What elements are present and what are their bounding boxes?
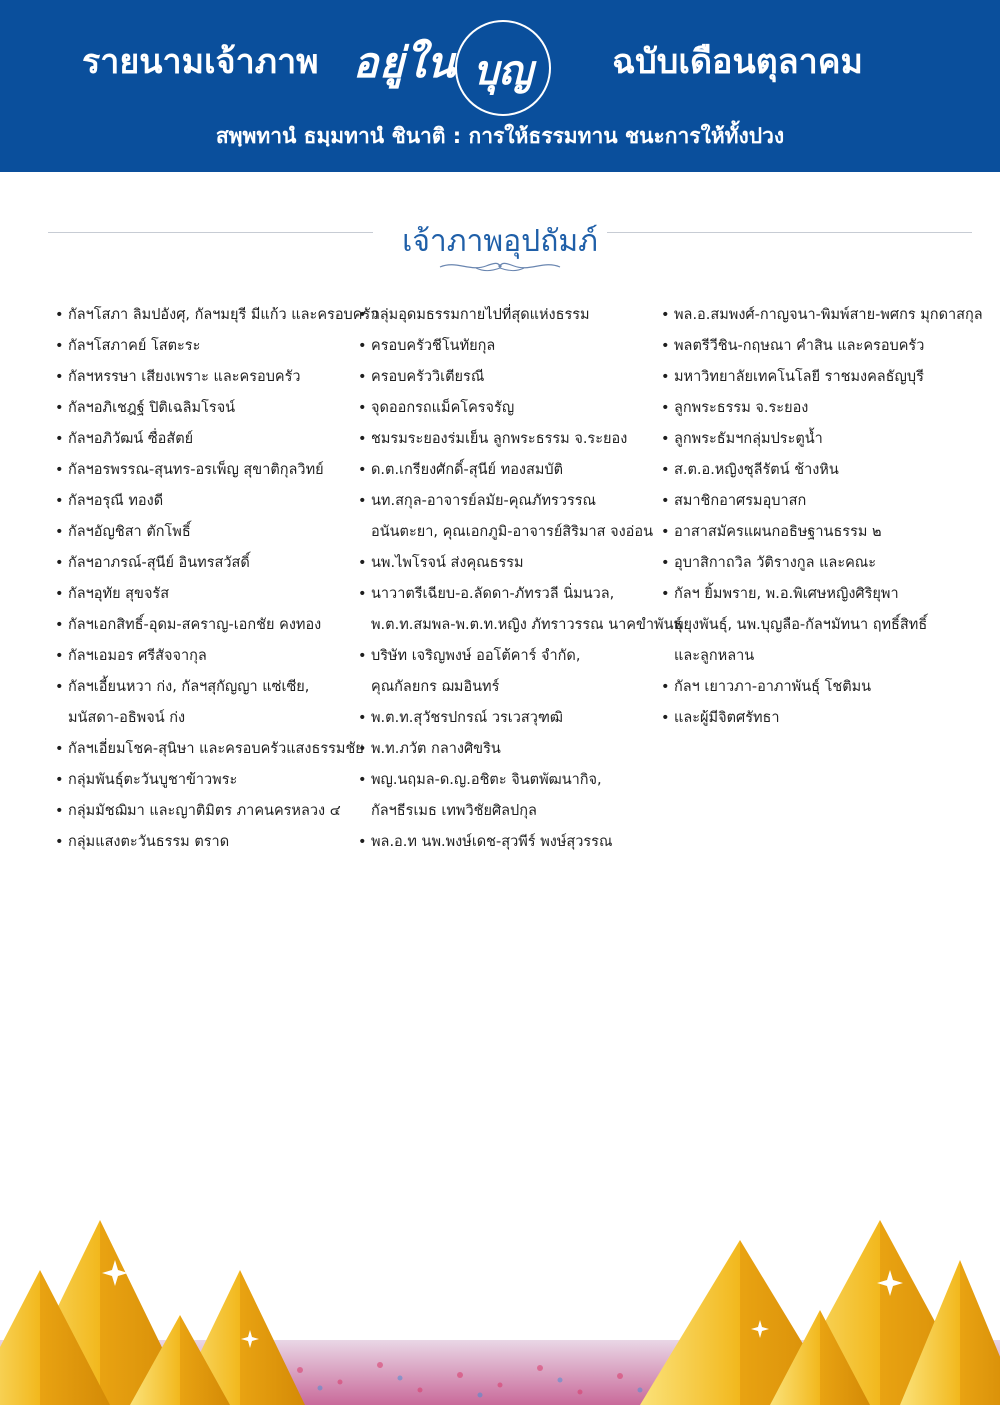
donor-name: ลูกพระธรรม จ.ระยอง xyxy=(674,400,809,416)
donor-list-item xyxy=(358,641,658,703)
donor-list-item xyxy=(661,703,981,734)
donor-list-item xyxy=(55,734,364,765)
donor-name: กัลฯ ยิ้มพราย, พ.อ.พิเศษหญิงศิริยุพา xyxy=(674,586,899,602)
donor-name: พล.อ.สมพงศ์-กาญจนา-พิมพ์สาย-พศกร มุกดาสกุล xyxy=(674,307,983,323)
donor-name: นพ.ไพโรจน์ ส่งคุณธรรม xyxy=(371,555,524,571)
donor-list-item xyxy=(55,641,355,672)
donor-list-item xyxy=(55,331,355,362)
donor-list-right xyxy=(661,300,981,734)
donor-name: พล.อ.ท นพ.พงษ์เดช-สุวพีร์ พงษ์สุวรรณ xyxy=(371,834,613,850)
donor-list-left xyxy=(55,300,379,858)
donor-list-item xyxy=(358,548,658,579)
golden-pyramids-illustration xyxy=(0,1200,1000,1405)
donor-name: บริษัท เจริญพงษ์ ออโต้คาร์ จำกัด, xyxy=(371,648,581,664)
donor-list-item xyxy=(358,393,658,424)
donor-name: กลุ่มมัชฌิมา และญาติมิตร ภาคนครหลวง ๔ xyxy=(68,803,341,819)
donor-list-item xyxy=(55,765,355,796)
donor-name-continued: พยุงพันธุ์, นพ.บุญลือ-กัลฯมัทนา ฤทธิ์สิทธิ์ xyxy=(674,617,928,633)
donor-list-item xyxy=(358,486,658,548)
donor-name: ครอบครัววิเตียรณี xyxy=(371,369,485,385)
donor-list-item xyxy=(661,362,981,393)
donor-name: ด.ต.เกรียงศักดิ์-สุนีย์ ทองสมบัติ xyxy=(371,462,564,478)
donor-name: พ.ท.ภวัต กลางศิขริน xyxy=(371,741,501,757)
donor-list-item xyxy=(358,455,658,486)
donor-name: กัลฯโสภา ลิมปอังศุ, กัลฯมยุรี มีแก้ว และครอบครัว xyxy=(68,307,379,323)
donor-name: กลุ่มอุดมธรรมกายไปที่สุดแห่งธรรม xyxy=(371,307,590,323)
donor-name: กัลฯ เยาวภา-อาภาพันธุ์ โชติมน xyxy=(674,679,872,695)
header-title-right: ฉบับเดือนตุลาคม xyxy=(612,42,863,82)
donor-name: กัลฯเอี้ยนหวา ก่ง, กัลฯสุกัญญา แซ่เซีย, xyxy=(68,679,310,695)
donor-list-item xyxy=(55,300,379,331)
donor-name: กัลฯอรุณี ทองดี xyxy=(68,493,164,509)
donor-list-item xyxy=(358,362,658,393)
logo-word: อยู่ใน xyxy=(353,38,457,87)
donor-name-continued: คุณกัลยกร ฌมอินทร์ xyxy=(371,679,500,695)
donor-name-continued: พ.ต.ท.สมพล-พ.ต.ท.หญิง ภัทราวรรณ นาคขำพันธุ์ xyxy=(371,617,683,633)
logo-circle xyxy=(455,20,551,116)
donor-name: และผู้มีจิตศรัทธา xyxy=(674,710,780,726)
donor-name-continued: มนัสดา-อธิพจน์ ก่ง xyxy=(68,710,186,726)
donor-name: นาวาตรีเฉียบ-อ.ลัดดา-ภัทรวลี นิ่มนวล, xyxy=(371,586,615,602)
donor-list-item xyxy=(358,734,658,765)
header-title-left: รายนามเจ้าภาพ xyxy=(82,42,319,82)
donor-name: ครอบครัวชีโนทัยกุล xyxy=(371,338,496,354)
donor-name-continued: และลูกหลาน xyxy=(674,648,755,664)
donor-name: กัลฯเอี่ยมโชค-สุนิษา และครอบครัวแสงธรรมชัย xyxy=(68,741,364,757)
donor-name: มหาวิทยาลัยเทคโนโลยี ราชมงคลธัญบุรี xyxy=(674,369,924,385)
donor-list-item xyxy=(661,455,981,486)
donor-name: กัลฯอาภรณ์-สุนีย์ อินทรสวัสดิ์ xyxy=(68,555,250,571)
donor-list-item xyxy=(661,579,981,672)
donor-name: กัลฯเอมอร ศรีสัจจากุล xyxy=(68,648,207,664)
donor-list-item xyxy=(661,331,981,362)
donor-name: พ.ต.ท.สุวัชรปกรณ์ วรเวสวุฑฒิ xyxy=(371,710,563,726)
donor-list-item xyxy=(358,300,658,331)
donor-list-item xyxy=(661,548,981,579)
header-subtitle: สพฺพทานํ ธมฺมทานํ ชินาติ : การให้ธรรมทาน ชนะการให้ทั้งปวง xyxy=(215,124,785,148)
donor-list-item xyxy=(55,517,355,548)
donor-name: สมาชิกอาศรมอุบาสก xyxy=(674,493,807,509)
donor-list-item xyxy=(55,672,355,734)
donor-list-item xyxy=(661,486,981,517)
donor-name: พลตรีวีชิน-กฤษณา คำสิน และครอบครัว xyxy=(674,338,925,354)
donor-name: กัลฯโสภาคย์ โสตะระ xyxy=(68,338,201,354)
donor-list-item xyxy=(358,579,683,641)
header-banner xyxy=(0,0,1000,172)
donor-name-continued: อนันตะยา, คุณเอกภูมิ-อาจารย์สิริมาส จงอ่อน xyxy=(371,524,654,540)
donor-name: ลูกพระธัมฯกลุ่มประตูน้ำ xyxy=(674,431,823,447)
donor-list-item xyxy=(55,827,355,858)
donor-list-item xyxy=(358,424,658,455)
donor-name-continued: กัลฯธีรเมธ เทพวิชัยศิลปกุล xyxy=(371,803,537,819)
donor-name: จุดออกรถแม็คโครจรัญ xyxy=(371,400,515,416)
donor-name: กลุ่มพันธุ์ตะวันบูชาข้าวพระ xyxy=(68,772,238,788)
donor-name: กัลฯอุทัย สุขจรัส xyxy=(68,586,170,602)
donor-list-item xyxy=(661,393,981,424)
donor-name: ส.ต.อ.หญิงชุลีรัตน์ ช้างหิน xyxy=(674,462,839,478)
donor-list-item xyxy=(55,393,355,424)
section-title: เจ้าภาพอุปถัมภ์ xyxy=(402,224,598,259)
donor-list-item xyxy=(661,300,981,331)
donor-name: พญ.นฤมล-ด.ญ.อชิตะ จินตพัฒนากิจ, xyxy=(371,772,602,788)
donor-name: กัลฯอภิเชฎฐ์ ปิติเฉลิมโรจน์ xyxy=(68,400,236,416)
donor-list-item xyxy=(55,486,355,517)
donor-list-item xyxy=(55,579,355,610)
donor-name: กัลฯอรพรรณ-สุนทร-อรเพ็ญ สุขาติกุลวิทย์ xyxy=(68,462,324,478)
donor-list-item xyxy=(55,796,355,827)
donor-list-middle xyxy=(358,300,683,858)
logo-number: บุญ xyxy=(473,47,533,94)
donor-name: อาสาสมัครแผนกอธิษฐานธรรม ๒ xyxy=(674,524,882,540)
donor-name: นท.สกุล-อาจารย์ลมัย-คุณภัทรวรรณ xyxy=(371,493,596,509)
donor-list-item xyxy=(55,424,355,455)
donor-list-item xyxy=(55,455,355,486)
donor-name: ชมรมระยองร่มเย็น ลูกพระธรรม จ.ระยอง xyxy=(371,431,628,447)
donor-list-item xyxy=(661,424,981,455)
donor-list-item xyxy=(55,362,355,393)
donor-list-item xyxy=(358,827,658,858)
donor-name: กัลฯอภิวัฒน์ ซื่อสัตย์ xyxy=(68,431,194,447)
donor-list-item xyxy=(661,672,981,703)
donor-name: กัลฯหรรษา เสียงเพราะ และครอบครัว xyxy=(68,369,301,385)
donor-list-item xyxy=(358,703,658,734)
donor-list-item xyxy=(358,765,658,827)
donor-name: อุบาสิกาถวิล วัติรางกูล และคณะ xyxy=(674,555,877,571)
donor-name: กัลฯอัญชิสา ตักโพธิ์ xyxy=(68,524,191,540)
donor-list-item xyxy=(55,548,355,579)
donor-list-item xyxy=(358,331,658,362)
flourish-ornament-icon xyxy=(436,258,564,274)
donor-list-item xyxy=(55,610,355,641)
donor-name: กัลฯเอกสิทธิ์-อุดม-สคราญ-เอกชัย คงทอง xyxy=(68,617,322,633)
donor-name: กลุ่มแสงตะวันธรรม ตราด xyxy=(68,834,230,850)
donor-list-item xyxy=(661,517,981,548)
